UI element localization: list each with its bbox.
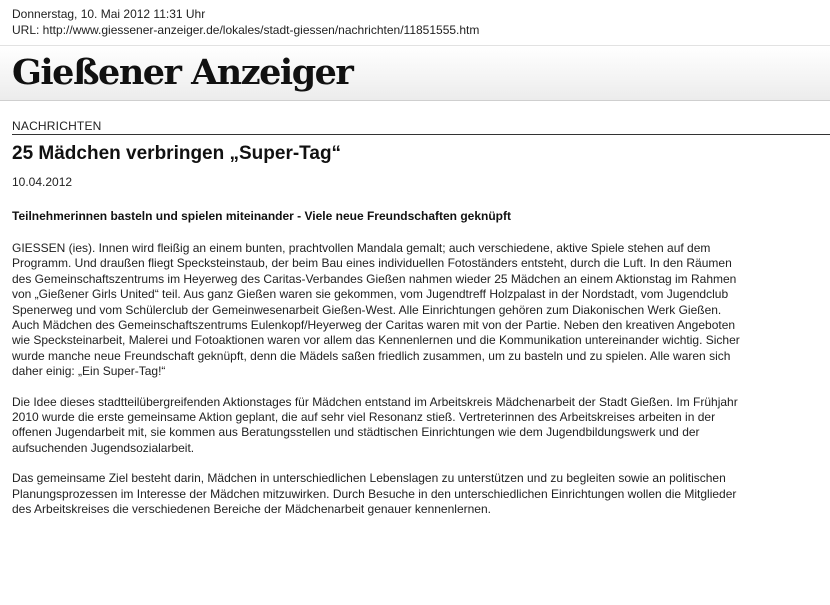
- section-divider: [12, 134, 830, 135]
- article-paragraph: Das gemeinsame Ziel besteht darin, Mädchen in unterschiedlichen Lebenslagen zu unterstützen und zu begleiten sowie an politischen Planungsprozessen im Interesse der Mädchen mitzuwirken. Durch Besuche in den unterschiedlichen Einrichtungen wollen die Mitglieder des Arbeitskreises die verschiedenen Bereiche der Mädchenarbeit genauer kennenlernen.: [12, 471, 737, 517]
- article-body: [12, 241, 742, 533]
- brand-bar: [0, 45, 830, 101]
- section-label: NACHRICHTEN: [12, 119, 102, 133]
- article-paragraph: GIESSEN (ies). Innen wird fleißig an einem bunten, prachtvollen Mandala gemalt; auch verschiedene, aktive Spiele stehen auf dem Programm. Und draußen fliegt Specksteinstaub, der beim Bau eines individuellen Fotoständers entsteht, durch die Luft. In den Räumen des Gemeinschaftszentrums im Heyerweg des Caritas-Verbandes Gießen nahmen wieder 25 Mädchen an einem Aktionstag im Rahmen von „Gießener Girls United“ teil. Aus ganz Gießen waren sie gekommen, vom Jugendtreff Holzpalast in der Nordstadt, vom Jugendclub Spenerweg und vom Schülerclub der Gemeinwesenarbeit Gießen-West. Alle Einrichtungen gehören zum Diakonischen Werk Gießen. Auch Mädchen des Gemeinschaftszentrums Eulenkopf/Heyerweg der Caritas waren mit von der Partie. Neben den kreativen Angeboten wie Specksteinarbeit, Malerei und Fotoaktionen waren vor allem das Kennenlernen und die Kommunikation untereinander wichtig. Sicher wurde manche neue Freundschaft geknüpft, denn die Mädels saßen friedlich zusammen, um zu basteln und zu spielen. Alle waren sich daher einig: „Ein Super-Tag!“: [12, 241, 740, 379]
- article-date: 10.04.2012: [12, 175, 73, 189]
- print-url: URL: http://www.giessener-anzeiger.de/lokales/stadt-giessen/nachrichten/11851555.htm: [12, 23, 480, 37]
- print-datetime: Donnerstag, 10. Mai 2012 11:31 Uhr: [12, 7, 206, 21]
- print-header: [12, 6, 479, 38]
- article-paragraph: Die Idee dieses stadtteilübergreifenden Aktionstages für Mädchen entstand im Arbeitskreis Mädchenarbeit der Stadt Gießen. Im Frühjahr 2010 wurde die erste gemeinsame Aktion geplant, die auf sehr viel Resonanz stieß. Vertreterinnen des Arbeitskreises arbeiten in der offenen Jugendarbeit mit, sie kommen aus Beratungsstellen und städtischen Einrichtungen wie dem Jugendbildungswerk und der aufsuchenden Jugendsozialarbeit.: [12, 394, 738, 455]
- article-headline: 25 Mädchen verbringen „Super-Tag“: [12, 143, 342, 164]
- article-teaser: Teilnehmerinnen basteln und spielen miteinander - Viele neue Freundschaften geknüpft: [12, 209, 511, 223]
- newspaper-logo: Gießener Anzeiger: [12, 52, 353, 93]
